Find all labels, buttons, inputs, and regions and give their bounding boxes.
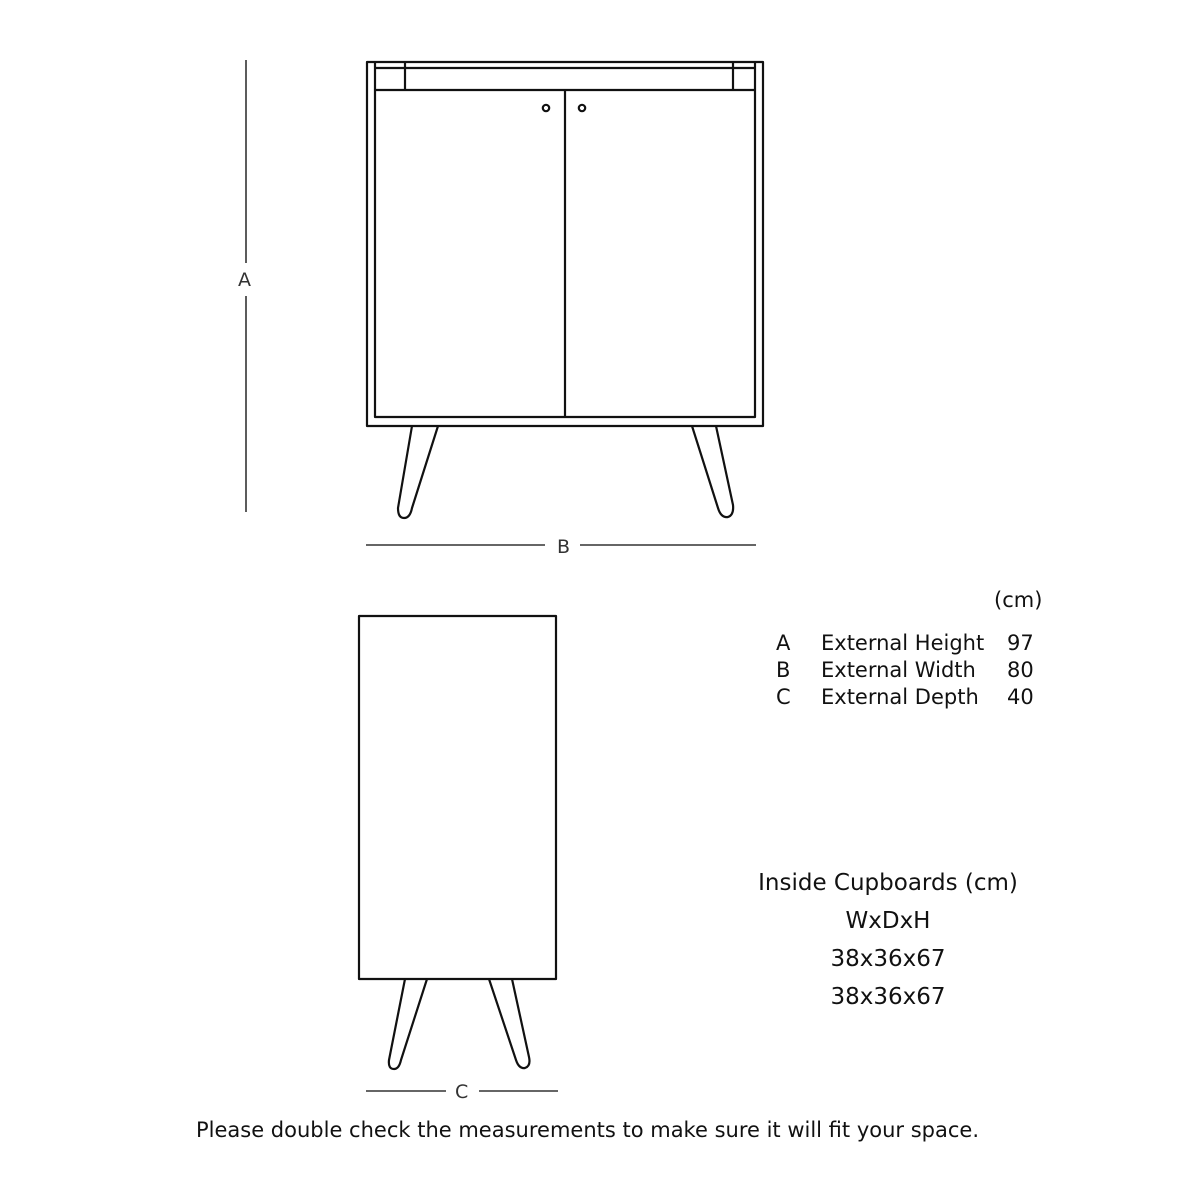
spec-key: A <box>776 631 791 655</box>
cabinet-side-view <box>359 616 556 1069</box>
external-dimensions-table <box>776 630 1047 711</box>
spec-label: External Height <box>821 631 985 655</box>
leg-side-left <box>389 979 427 1069</box>
door-knob-left <box>543 105 549 111</box>
door-knob-right <box>579 105 585 111</box>
inside-cupboards-block <box>728 868 1048 1020</box>
spec-key: C <box>776 685 791 709</box>
dimension-label-a: A <box>238 269 251 291</box>
dimension-label-b: B <box>557 536 571 558</box>
spec-value: 97 <box>1007 631 1034 655</box>
spec-label: External Depth <box>821 685 979 709</box>
leg-side-right <box>489 979 530 1068</box>
leg-front-right <box>692 426 733 517</box>
spec-value: 40 <box>1007 685 1034 709</box>
spec-row-width <box>776 657 1047 684</box>
inside-cupboard-size: 38x36x67 <box>830 984 946 1010</box>
spec-key: B <box>776 658 791 682</box>
units-label: (cm) <box>994 588 1043 612</box>
spec-row-height <box>776 630 1047 657</box>
inside-cupboards-title: Inside Cupboards (cm) <box>758 870 1018 896</box>
side-body <box>359 616 556 979</box>
cabinet-front-view <box>367 62 763 518</box>
spec-label: External Width <box>821 658 976 682</box>
fit-check-note: Please double check the measurements to make sure it will fit your space. <box>195 1118 979 1142</box>
inside-cupboards-format: WxDxH <box>845 908 931 934</box>
spec-value: 80 <box>1007 658 1034 682</box>
leg-front-left <box>398 426 438 518</box>
inside-cupboard-size: 38x36x67 <box>830 946 946 972</box>
dimension-label-c: C <box>455 1081 469 1103</box>
spec-row-depth <box>776 684 1047 711</box>
